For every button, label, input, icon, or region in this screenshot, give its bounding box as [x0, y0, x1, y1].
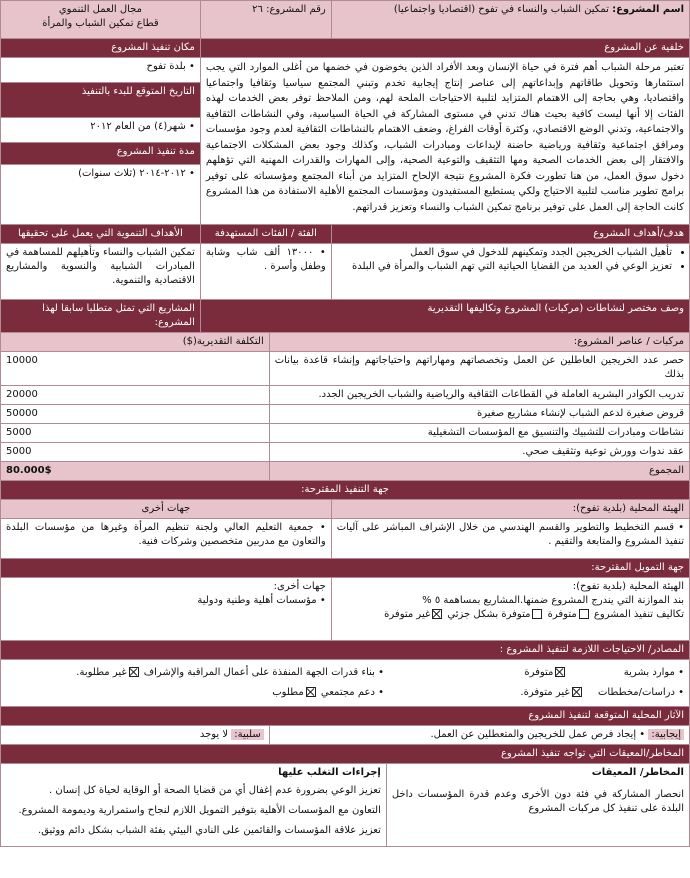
total-label: المجموع — [269, 462, 689, 481]
total-value: 80.000$ — [1, 462, 270, 481]
checkbox-partial[interactable] — [532, 609, 542, 619]
funding-local-cell: الهيئة المحلية (بلدية تفوح): بند الموازنة التي يندرج المشروع ضمنها.المشاريع بمساهمة ٥ % تكاليف تنفيذ المشروع متوفرة متوفرة بشكل جزئي غير متوفرة — [331, 578, 689, 641]
component-cost: 5000 — [1, 443, 270, 462]
objective-item: • تأهيل الشباب الخريجين الجدد وتمكينهم للدخول في سوق العمل — [337, 246, 672, 260]
positive-effects: إيجابية: • إيجاد فرص عمل للخريجين والمتعطلين عن العمل. — [269, 726, 689, 745]
background-title: خلفية عن المشروع — [200, 39, 689, 58]
project-number: ٢٦ — [252, 4, 263, 15]
objective-item: • تعزيز الوعي في العديد من القضايا الحياتية التي تهم الشباب والمرأة في البلدة — [337, 260, 672, 274]
component-cost: 20000 — [1, 386, 270, 405]
funding-other-cell: جهات أخرى: • مؤسسات أهلية وطنية ودولية — [1, 578, 332, 641]
location-title: مكان تنفيذ المشروع — [1, 39, 201, 58]
components-title: وصف مختصر لنشاطات (مركبات) المشروع وتكاليفها التقديرية — [200, 300, 689, 333]
duration-value: • ٢٠١٢-٢٠١٤ (ثلاث سنوات) — [1, 165, 201, 225]
executing-other-value: • جمعية التعليم العالي ولجنة تنظيم المرأة وغيرها من مؤسسات البلدة والتعاون مع مدربين متخصصين وشركات فنية. — [1, 519, 332, 559]
components-col-item: مركبات / عناصر المشروع: — [269, 333, 689, 352]
risk-text: انحصار المشاركة في فئة دون الأخرى وعدم قدرة المؤسسات داخل البلدة على تنفيذ كل مركبات المشروع — [391, 789, 684, 814]
checkbox-human-available[interactable] — [555, 667, 565, 677]
resources-cell: • موارد بشرية متوفرة • دراسات/مخططات غير متوفرة. • بناء قدرات الجهة المنفذة على أعمال المراقبة والإشراف غير مطلوبة. • دعم مجتمعي مطلوب — [1, 660, 690, 707]
project-number-cell: رقم المشروع: ٢٦ — [200, 1, 331, 39]
checkbox-studies-unavailable[interactable] — [572, 687, 582, 697]
background-text: تعتبر مرحلة الشباب أهم فترة في حياة الإنسان وبعد الأفراد الذين يخوضون في خضمها من أغلى الموارد التي يجب استثمارها وتحويل طاقاتهم وإبداعاتهم إلى عناصر إنتاج إيجابية تخدم وتبني المجتمع سياسيا وثقافيا واجتماعيا واقتصاديا، وهي بحاجة إلى الاهتمام المتزايد لتلبية الاحتياجات الملحة لهم، ومن الملاحظ توفر بعض الخدمات لهذه الفئات إلا أنها ليست كافية بحيث هناك تدني في مستوى المشاركة في الحياة السياسية، وفي النشاطات الثقافية والاجتماعية، وتدني الوضع الاقتصادي، وكثرة أوقات الفراغ، وضعف الاهتمام بالنشاطات الثقافية لعدم وجود مؤسسات ومرافق اجتماعية وثقافية ورياضية حاضنة لإبداعات ومبادرات الشباب، وكذلك وجود بعض المشكلات الاجتماعية والافتقار إلى بعض الخدمات الصحية ومها التثقيف والتوعية الصحية، وإلى المهارات والقدرات المهنية التي تؤهلهم دخول سوق العمل، من هنا تطورت فكرة المشروع نتيجة الإلحاح المتزايد من أبناء المجتمع ومؤسساته على توفير برامج تطوير مناسب لتلبية الاحتياج ولكي يستطيع المستفيدون ومؤسسات المجتمع الأهلية الاستفادة من هذا المشروع كانت الحاجة إلى العمل على توفير برنامج تمكين الشباب والنساء وتعزيز قدراتهم. — [200, 58, 689, 225]
funding-other-value: • مؤسسات أهلية وطنية ودولية — [6, 594, 326, 608]
location-value: • بلدة تفوح — [1, 58, 201, 83]
field-value: قطاع تمكين الشباب والمرأة — [42, 18, 159, 29]
executing-local-value: • قسم التخطيط والتطوير والقسم الهندسي من خلال الإشراف المباشر على آليات تنفيذ المشروع والمتابعة والتقيم . — [331, 519, 689, 559]
project-name-cell: اسم المشروع: تمكين الشباب والنساء في تفوح (اقتصاديا واجتماعيا) — [331, 1, 689, 39]
checkbox-community-required[interactable] — [306, 687, 316, 697]
dev-goals-title: الأهداف التنموية التي يعمل على تحقيقها — [1, 225, 201, 244]
component-item: تدريب الكوادر البشرية العاملة في القطاعات الثقافية والرياضية والشباب الخريجين الجدد. — [269, 386, 689, 405]
previous-projects-title: المشاريع التي تمثل متطلبا سابقا لهذا المشروع: — [1, 300, 201, 333]
checkbox-capacity-not-required[interactable] — [129, 667, 139, 677]
duration-title: مدة تنفيذ المشروع — [1, 143, 201, 165]
negative-effects: سلبية: لا يوجد — [1, 726, 270, 745]
funding-local-value: بند الموازنة التي يندرج المشروع ضمنها.المشاريع بمساهمة ٥ % — [422, 595, 684, 606]
resources-title: المصادر/ الاحتياجات اللازمة لتنفيذ المشروع : — [1, 641, 690, 660]
project-name: تمكين الشباب والنساء في تفوح (اقتصاديا واجتماعيا) — [393, 4, 609, 15]
component-item: نشاطات ومبادرات للتشبيك والتنسيق مع المؤسسات التشغيلية — [269, 424, 689, 443]
start-value: • شهر(٤) من العام ٢٠١٢ — [1, 118, 201, 143]
measure-item: تعزيز الوعي بضرورة عدم إغفال أي من قضايا الصحة أو الوقاية لحياة كل إنسان . — [49, 785, 381, 796]
objectives-list — [331, 244, 689, 300]
component-cost: 50000 — [1, 405, 270, 424]
risks-cell: المخاطر/ المعيقات انحصار المشاركة في فئة دون الأخرى وعدم قدرة المؤسسات داخل البلدة على تنفيذ كل مركبات المشروع — [386, 764, 689, 847]
component-item: حصر عدد الخريجين العاطلين عن العمل وتخصصاتهم ومهاراتهم واحتياجاتهم وإنشاء قاعدة بيانات بذلك — [269, 352, 689, 386]
target-value: • ١٣٠٠٠ ألف شاب وشابة وطفل وأسرة . — [200, 244, 331, 300]
funding-title: جهة التمويل المقترحة: — [1, 559, 690, 578]
objectives-title: هدف/أهداف المشروع — [331, 225, 689, 244]
dev-goals-value: تمكين الشباب والنساء وتأهيلهم للمساهمة في المبادرات الشبابية والنسوية والمشاريع الاقتصادية والتنموية. — [1, 244, 201, 300]
effects-title: الآثار المحلية المتوقعة لتنفيذ المشروع — [1, 707, 690, 726]
field-cell: مجال العمل التنموي قطاع تمكين الشباب والمرأة — [1, 1, 201, 39]
start-title: التاريخ المتوقع للبدء بالتنفيذ — [1, 83, 201, 118]
components-col-cost: التكلفة التقديرية($) — [1, 333, 270, 352]
measure-item: التعاون مع المؤسسات الأهلية بتوفير التمويل اللازم لنجاح واستمرارية وديمومة المشروع. — [18, 805, 381, 816]
component-cost: 10000 — [1, 352, 270, 386]
executing-title: جهة التنفيذ المقترحة: — [1, 481, 690, 500]
target-title: الفئة / الفئات المستهدفة — [200, 225, 331, 244]
executing-other-title: جهات أخرى — [1, 500, 332, 519]
checkbox-unavailable-checked[interactable] — [432, 609, 442, 619]
risks-title: المخاطر/المعيقات التي تواجه تنفيذ المشروع — [1, 745, 690, 764]
funding-costs-row: تكاليف تنفيذ المشروع متوفرة متوفرة بشكل جزئي غير متوفرة — [384, 609, 684, 620]
measure-item: تعزيز علاقة المؤسسات والقائمين على النادي البيئي بفئة الشباب بشكل دائم ووثيق. — [38, 825, 381, 836]
component-item: عقد ندوات وورش توعية وتثقيف صحي. — [269, 443, 689, 462]
component-cost: 5000 — [1, 424, 270, 443]
checkbox-available[interactable] — [579, 609, 589, 619]
executing-local-title: الهيئة المحلية (بلدية تفوح): — [331, 500, 689, 519]
measures-cell: إجراءات التغلب عليها تعزيز الوعي بضرورة عدم إغفال أي من قضايا الصحة أو الوقاية لحياة كل إنسان . التعاون مع المؤسسات الأهلية بتوفير التمويل اللازم لنجاح واستمرارية وديمومة المشروع. تعزيز علاقة المؤسسات والقائمين على النادي البيئي بفئة الشباب بشكل دائم ووثيق. — [1, 764, 387, 847]
component-item: قروض صغيرة لدعم الشباب لإنشاء مشاريع صغيرة — [269, 405, 689, 424]
